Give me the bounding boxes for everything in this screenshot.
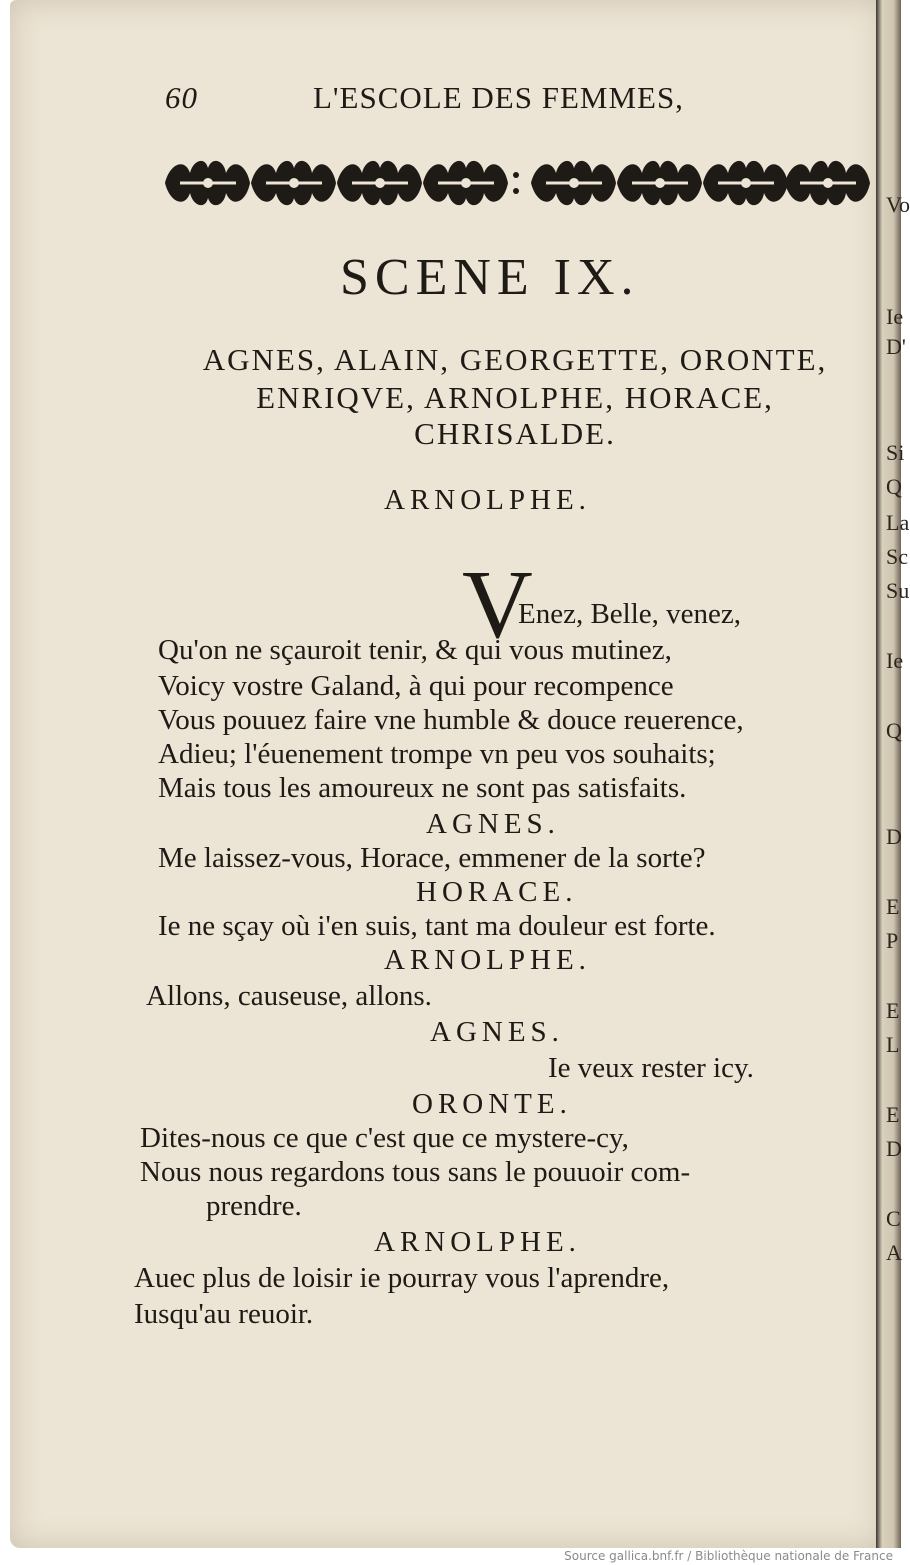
running-head	[165, 80, 765, 120]
speaker-horace: HORACE.	[416, 876, 578, 908]
edge-letter: C	[886, 1206, 901, 1231]
verse-line: Dites-nous ce que c'est que ce mystere-cy,	[140, 1122, 629, 1154]
cast-line-2: ENRIQVE, ARNOLPHE, HORACE,	[256, 380, 774, 415]
edge-letter: Si	[886, 440, 905, 465]
edge-letter: P	[886, 928, 899, 953]
verse-line: Nous nous regardons tous sans le pouuoir com-	[140, 1156, 691, 1188]
speaker-oronte: ORONTE.	[412, 1088, 572, 1120]
edge-letter: A	[886, 1240, 902, 1265]
cast-line-1: AGNES, ALAIN, GEORGETTE, ORONTE,	[202, 342, 828, 377]
edge-letter: E	[886, 894, 900, 919]
scene-title: SCENE IX.	[340, 249, 640, 306]
verse-line: Me laissez-vous, Horace, emmener de la sorte?	[158, 842, 706, 874]
speaker-arnolphe: ARNOLPHE.	[374, 1226, 581, 1258]
speaker-agnes: AGNES.	[426, 808, 560, 840]
edge-letter: Ie	[886, 304, 904, 329]
edge-letter: Sc	[886, 544, 908, 569]
book-page	[10, 0, 882, 1548]
edge-letter: E	[886, 1102, 900, 1127]
edge-letter: La	[886, 510, 910, 535]
verse-line: Ie ne sçay où i'en suis, tant ma douleur est forte.	[158, 910, 716, 942]
edge-letter: Vo	[886, 192, 910, 217]
speaker-arnolphe: ARNOLPHE.	[384, 944, 591, 976]
verse-line: prendre.	[206, 1190, 302, 1222]
drop-cap: V	[462, 551, 533, 659]
edge-letter: D	[886, 824, 902, 849]
verse-line: Vous pouuez faire vne humble & douce reuerence,	[158, 704, 744, 736]
speaker-arnolphe: ARNOLPHE.	[384, 484, 591, 516]
edge-letter: Q	[886, 718, 902, 743]
edge-letter: Su	[886, 578, 910, 603]
edge-letter: D'	[886, 334, 906, 359]
speaker-agnes: AGNES.	[430, 1016, 564, 1048]
edge-letter: Q	[886, 474, 902, 499]
verse-line: Ie veux rester icy.	[548, 1052, 754, 1084]
verse-line: Voicy vostre Galand, à qui pour recompence	[158, 670, 674, 702]
verse-line: Mais tous les amoureux ne sont pas satisfaits.	[158, 772, 687, 804]
edge-letter: Ie	[886, 648, 904, 673]
ornament-band	[160, 148, 872, 218]
edge-letter: L	[886, 1032, 900, 1057]
verse-line: Qu'on ne sçauroit tenir, & qui vous mutinez,	[158, 634, 672, 666]
page-number: 60	[165, 80, 198, 115]
edge-letter: E	[886, 998, 900, 1023]
verse-line: Allons, causeuse, allons.	[146, 980, 432, 1012]
source-footer: Source gallica.bnf.fr / Bibliothèque nationale de France	[564, 1549, 893, 1563]
running-title: L'ESCOLE DES FEMMES,	[313, 80, 684, 115]
cast-line-3: CHRISALDE.	[414, 416, 616, 451]
verse-line: Enez, Belle, venez,	[518, 598, 742, 630]
edge-letter: D	[886, 1136, 902, 1161]
next-page-edge-letters	[886, 0, 910, 1548]
verse-line: Adieu; l'éuenement trompe vn peu vos souhaits;	[158, 738, 716, 770]
verse-line: Iusqu'au reuoir.	[134, 1298, 314, 1330]
verse-line: Auec plus de loisir ie pourray vous l'aprendre,	[134, 1262, 670, 1294]
